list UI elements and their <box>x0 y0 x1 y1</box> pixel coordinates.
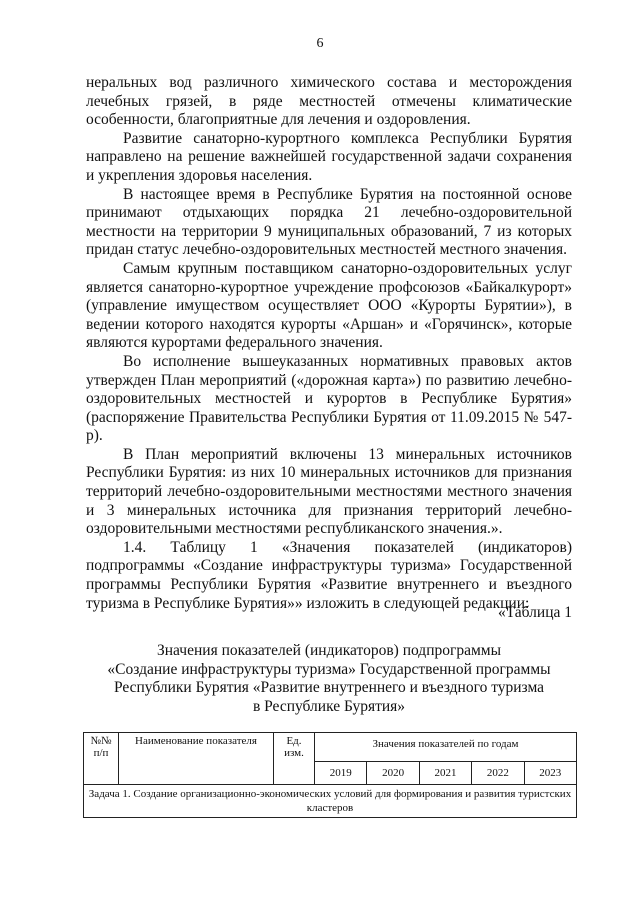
table-title-line: Значения показателей (индикаторов) подпрограммы <box>156 642 502 659</box>
header-year: 2023 <box>524 762 577 785</box>
table-title-line: «Создание инфраструктуры туризма» Государственной программы <box>107 660 551 678</box>
paragraph: В настоящее время в Республике Бурятия на постоянной основе принимают отдыхающих порядка 21 лечебно-оздоровительной местности на территории 9 муниципальных образований, 7 из которых придан статус лечебно-оздоровительных местностей местного значения. <box>86 185 572 259</box>
paragraph: Самым крупным поставщиком санаторно-оздоровительных услуг является санаторно-курортное учреждение профсоюзов «Байкалкурорт» (управление имуществом осуществляет ООО «Курорты Бурятии»), в ведении которого находятся курорты «Аршан» и «Горячинск», которые являются курортами федерального значения. <box>86 259 572 352</box>
header-year: 2021 <box>419 762 471 785</box>
table-title-line: Республики Бурятия «Развитие внутреннего и въездного туризма <box>113 679 545 697</box>
paragraph: неральных вод различного химического состава и месторождения лечебных грязей, в ряде местностей отмечены климатические особенности, благоприятные для лечения и оздоровления. <box>86 74 572 129</box>
page-number: 6 <box>316 36 324 51</box>
table-title <box>86 642 572 716</box>
paragraph: 1.4. Таблицу 1 «Значения показателей (индикаторов) подпрограммы «Создание инфраструктуры туризма» Государственной программы Республики Бурятия «Развитие внутреннего и въездного туризма в Республике Бурятия»» изложить в следующей редакции: <box>86 538 572 612</box>
header-year: 2022 <box>472 762 524 785</box>
header-year: 2020 <box>367 762 419 785</box>
paragraph: Развитие санаторно-курортного комплекса Республики Бурятия направлено на решение важнейшей государственной задачи сохранения и укрепления здоровья населения. <box>86 129 572 184</box>
table-title-line: в Республике Бурятия» <box>252 697 406 715</box>
header-unit: Ед. изм. <box>274 733 315 785</box>
header-indicator-name: Наименование показателя <box>119 733 274 785</box>
task-row-text: Задача 1. Создание организационно-экономических условий для формирования и развития туристских кластеров <box>84 785 577 818</box>
table-row <box>84 785 577 818</box>
indicators-table <box>83 732 577 818</box>
header-year: 2019 <box>315 762 367 785</box>
paragraph: Во исполнение вышеуказанных нормативных правовых актов утвержден План мероприятий («дорожная карта») по развитию лечебно-оздоровительных местностей и курортов в Республике Бурятия» (распоряжение Правительства Республики Бурятия от 11.09.2015 № 547-р). <box>86 352 572 445</box>
paragraph: В План мероприятий включены 13 минеральных источников Республики Бурятия: из них 10 минеральных источников для признания территорий лечебно-оздоровительными местностями местного значения и 3 минеральных источника для признания территорий лечебно-оздоровительными местностями республиканского значения.». <box>86 445 572 538</box>
table-header-row <box>84 733 577 762</box>
header-values-by-year: Значения показателей по годам <box>315 733 577 762</box>
body-text <box>86 74 572 613</box>
header-number: №№ п/п <box>84 733 119 785</box>
table-reference: «Таблица 1 <box>497 604 572 621</box>
